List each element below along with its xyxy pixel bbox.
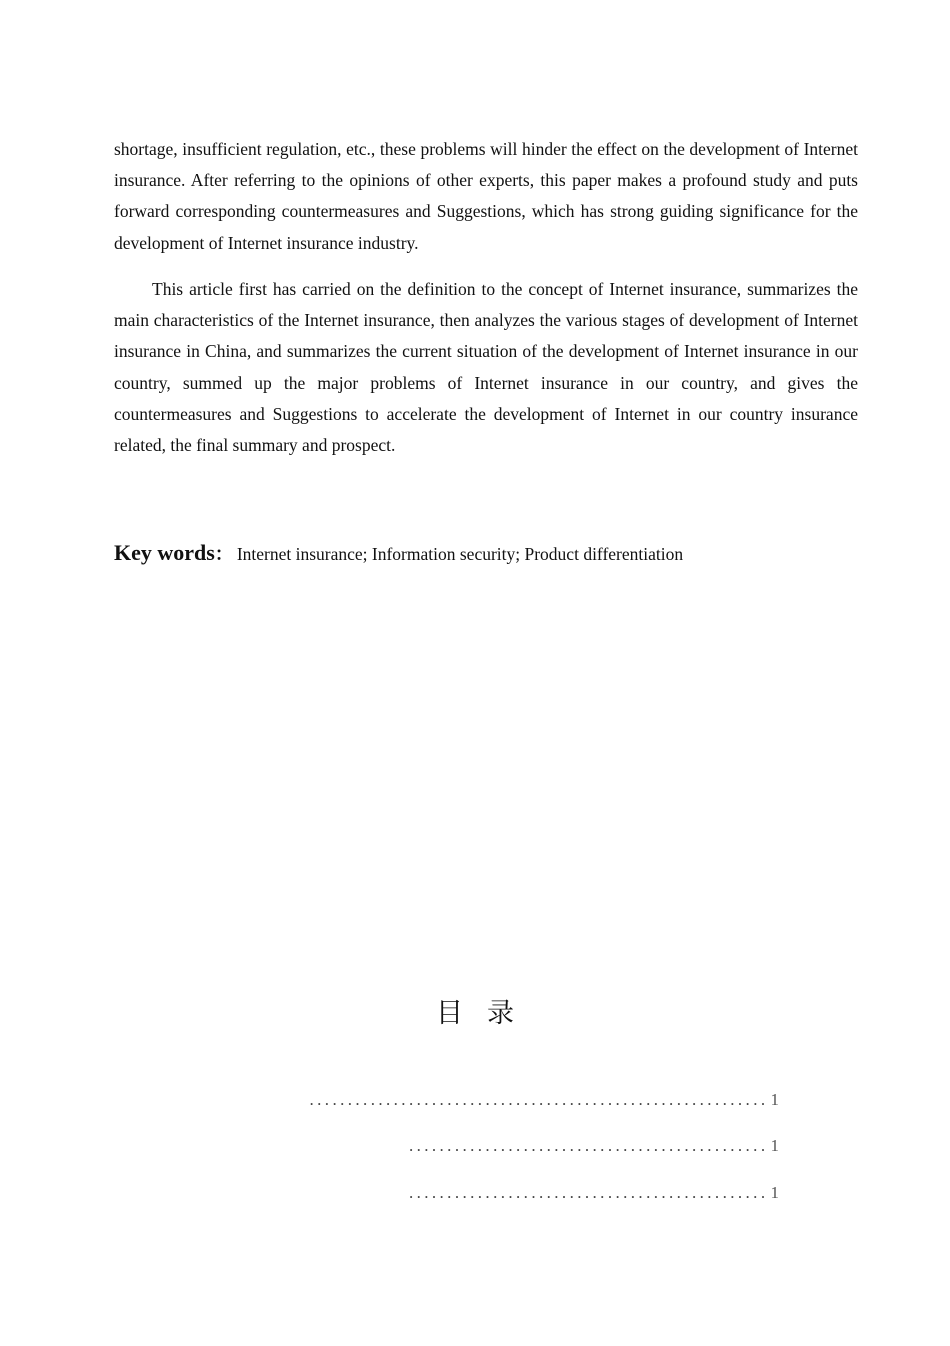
keywords-label: Key words [114,540,215,565]
toc-leader-dots: ............................................... [408,1183,769,1202]
toc-page-number: 1 [770,1136,779,1155]
keywords-colon: ： [214,544,233,564]
toc-page-number: 1 [770,1183,779,1202]
keywords-value: Internet insurance; Information security; Product differentiation [236,544,684,564]
toc-entry[interactable] [285,1134,779,1158]
abstract-paragraph-2: This article first has carried on the definition to the concept of Internet insurance, summarizes the main characteristics of the Internet insurance, then analyzes the various stages of development of Internet insurance in China, and summarizes the current situation of the development of Internet insurance in our country, summed up the major problems of Internet insurance in our country, and gives the countermeasures and Suggestions to accelerate the development of Internet in our country insurance related, the final summary and prospect. [114,279,858,456]
toc-entry[interactable] [285,1181,779,1205]
toc-page-number: 1 [770,1090,779,1109]
toc-entry[interactable] [171,1088,779,1112]
toc-title: 目录 [436,998,538,1029]
toc-leader-dots: ............................................... [408,1136,769,1155]
keywords-line [114,536,858,571]
abstract-paragraph-1: shortage, insufficient regulation, etc., these problems will hinder the effect on the development of Internet insurance. After referring to the opinions of other experts, this paper makes a profound study and puts forward corresponding countermeasures and Suggestions, which has strong guiding significance for the development of Internet insurance industry. [114,139,858,253]
toc-leader-dots: ............................................................ [309,1090,769,1109]
